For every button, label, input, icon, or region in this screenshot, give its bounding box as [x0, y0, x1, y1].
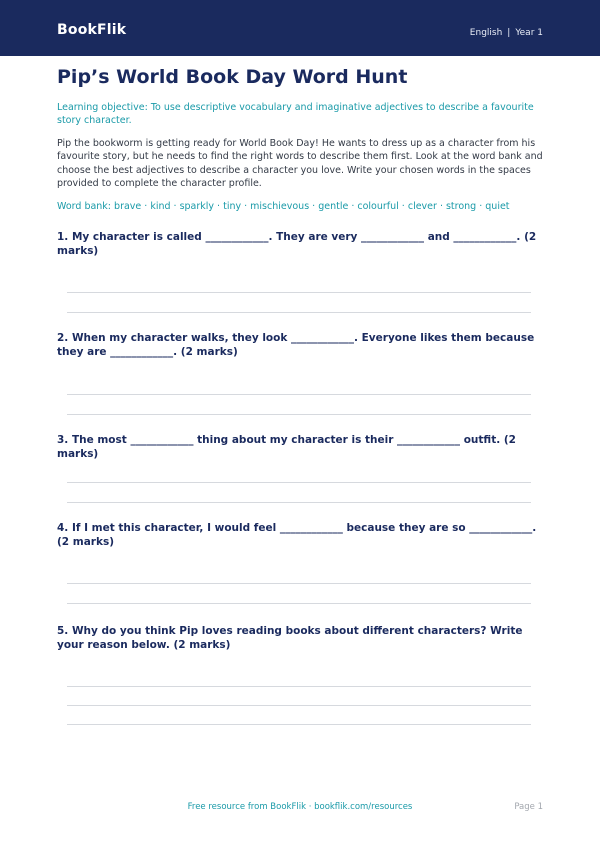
answer-line[interactable]	[67, 705, 531, 706]
subject-label: English	[469, 28, 503, 38]
question-text: 1. My character is called ____________. They are very ____________ and ____________. (2 marks)	[57, 231, 537, 257]
intro-paragraph: Pip the bookworm is getting ready for World Book Day! He wants to dress up as a character from his favourite story, but he needs to find the right words to describe them first. Look at the word bank and choose the best adjectives to describe a character you love. Write your chosen words in the spaces provided to complete the character profile.	[57, 138, 543, 190]
question-text: 2. When my character walks, they look ____________. Everyone likes them because they are ____________. (2 marks)	[57, 332, 535, 358]
learning-objective: Learning objective: To use descriptive vocabulary and imaginative adjectives to describe a favourite story character.	[57, 102, 534, 126]
question-text: 3. The most ____________ thing about my character is their ____________ outfit. (2 marks)	[57, 434, 516, 460]
meta-separator: |	[507, 28, 511, 38]
question-1	[57, 230, 543, 258]
worksheet-intro	[57, 64, 543, 213]
answer-line[interactable]	[67, 603, 531, 604]
page-number: Page 1	[514, 802, 543, 812]
question-4	[57, 521, 543, 549]
year-label: Year 1	[515, 28, 543, 38]
answer-line[interactable]	[67, 583, 531, 584]
question-2	[57, 331, 543, 359]
question-5	[57, 624, 543, 652]
answer-line[interactable]	[67, 394, 531, 395]
question-3	[57, 433, 543, 461]
answer-line[interactable]	[67, 312, 531, 313]
question-text: 4. If I met this character, I would feel ____________ because they are so ____________. (2 marks)	[57, 522, 537, 548]
header-meta	[470, 28, 543, 38]
answer-line[interactable]	[67, 292, 531, 293]
question-text: 5. Why do you think Pip loves reading books about different characters? Write your reason below. (2 marks)	[57, 625, 523, 651]
answer-line[interactable]	[67, 724, 531, 725]
answer-line[interactable]	[67, 686, 531, 687]
word-bank: Word bank: brave · kind · sparkly · tiny · mischievous · gentle · colourful · clever · strong · quiet	[57, 200, 510, 212]
answer-line[interactable]	[67, 482, 531, 483]
page-title: Pip’s World Book Day Word Hunt	[57, 66, 408, 88]
answer-line[interactable]	[67, 502, 531, 503]
page-header	[0, 0, 600, 56]
brand-logo[interactable]: BookFlik	[57, 22, 127, 38]
answer-line[interactable]	[67, 414, 531, 415]
footer-resource-link[interactable]: Free resource from BookFlik · bookflik.com/resources	[187, 802, 413, 812]
